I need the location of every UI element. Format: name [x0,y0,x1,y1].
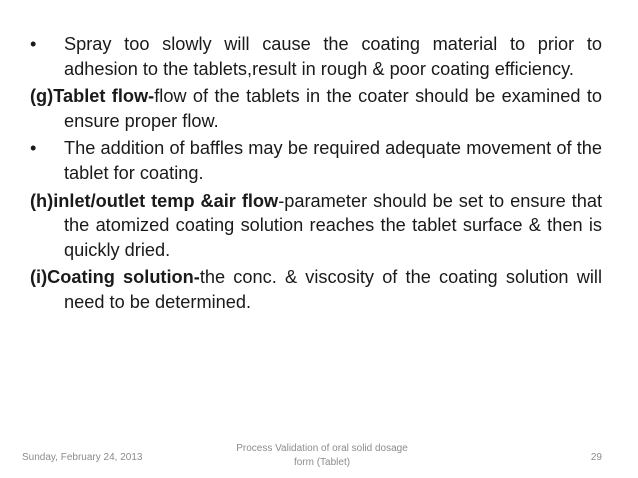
section-label: (i)Coating solution- [30,267,200,288]
bullet-icon: • [30,138,37,159]
footer-title-line-2: form (Tablet) [293,457,351,468]
section-label: (g)Tablet flow- [30,86,155,107]
section-label: (h)inlet/outlet temp &air flow [30,190,279,211]
bullet-spray-speed [30,32,602,81]
slide-body [30,32,602,318]
section-text: -parameter should be set to ensure that the atomized coating solution reaches the tablet surface & then is quickly dried. [64,190,603,260]
footer-date: Sunday, February 24, 2013 [22,452,143,463]
bullet-text: Spray too slowly will cause the coating material to prior to adhesion to the tablets,result in rough & poor coating efficiency. [64,34,602,79]
section-inlet-outlet-temp [30,189,602,263]
footer-title [224,442,420,470]
section-coating-solution [30,265,602,314]
bullet-text: The addition of baffles may be required adequate movement of the tablet for coating. [64,138,602,183]
bullet-icon: • [30,34,37,54]
bullet-baffles [30,136,602,185]
section-text: flow of the tablets in the coater should be examined to ensure proper flow. [64,86,602,131]
section-tablet-flow [30,84,602,133]
page-number: 29 [590,452,602,463]
section-text: the conc. & viscosity of the coating solution will need to be determined. [64,267,602,312]
footer-title-line-1: Process Validation of oral solid dosage [236,443,408,454]
